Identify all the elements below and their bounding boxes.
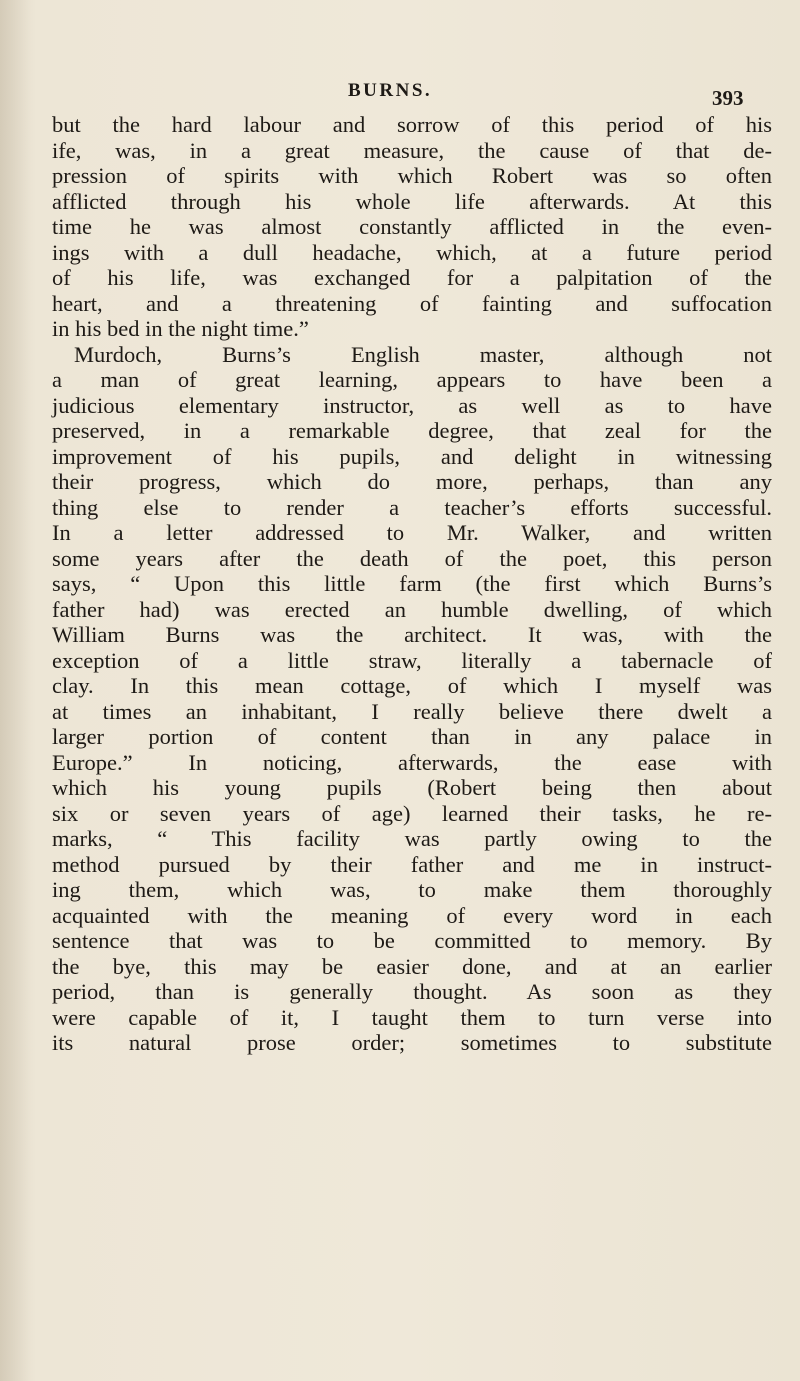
- text-line: improvement of his pupils, and delight in witnessing: [52, 443, 772, 469]
- text-line: but the hard labour and sorrow of this period of his: [52, 112, 772, 137]
- text-line: judicious elementary instructor, as well as to have: [52, 392, 772, 418]
- text-line: exception of a little straw, literally a tabernacle of: [52, 647, 772, 673]
- text-line: In a letter addressed to Mr. Walker, and written: [52, 520, 772, 545]
- body-text: [52, 112, 772, 1056]
- text-line: the bye, this may be easier done, and at an earlier: [52, 953, 772, 979]
- running-head: BURNS.: [348, 80, 433, 101]
- text-line: heart, and a threatening of fainting and suffocation: [52, 290, 772, 316]
- text-line: afflicted through his whole life afterwards. At this: [52, 188, 772, 214]
- text-line: Europe.” In noticing, afterwards, the ease with: [52, 749, 772, 775]
- text-line: says, “ Upon this little farm (the first which Burns’s: [52, 571, 772, 596]
- text-line: at times an inhabitant, I really believe there dwelt a: [52, 698, 772, 724]
- text-line: of his life, was exchanged for a palpitation of the: [52, 265, 772, 290]
- text-line: ife, was, in a great measure, the cause of that de-: [52, 137, 772, 163]
- text-line: six or seven years of age) learned their tasks, he re-: [52, 800, 772, 826]
- text-line: method pursued by their father and me in instruct-: [52, 851, 772, 877]
- text-line: period, than is generally thought. As soon as they: [52, 979, 772, 1004]
- paragraph-first-line: Murdoch, Burns’s English master, although not: [74, 341, 772, 367]
- text-line: ing them, which was, to make them thoroughly: [52, 877, 772, 902]
- gutter-shadow: [0, 0, 36, 1381]
- text-line: sentence that was to be committed to memory. By: [52, 928, 772, 953]
- text-line: thing else to render a teacher’s efforts successful.: [52, 494, 772, 520]
- text-line: in his bed in the night time.”: [52, 316, 309, 341]
- text-line: time he was almost constantly afflicted in the even-: [52, 214, 772, 239]
- text-line: marks, “ This facility was partly owing to the: [52, 826, 772, 851]
- text-line: its natural prose order; sometimes to substitute: [52, 1030, 772, 1055]
- text-line: pression of spirits with which Robert was so often: [52, 163, 772, 188]
- text-line: were capable of it, I taught them to turn verse into: [52, 1004, 772, 1030]
- text-line: which his young pupils (Robert being then about: [52, 775, 772, 800]
- text-line: clay. In this mean cottage, of which I myself was: [52, 673, 772, 698]
- text-line: acquainted with the meaning of every word in each: [52, 902, 772, 928]
- text-line: William Burns was the architect. It was, with the: [52, 622, 772, 647]
- text-line: preserved, in a remarkable degree, that zeal for the: [52, 418, 772, 443]
- text-line: ings with a dull headache, which, at a future period: [52, 239, 772, 265]
- text-line: father had) was erected an humble dwelling, of which: [52, 596, 772, 622]
- text-line: some years after the death of the poet, this person: [52, 545, 772, 571]
- page-number: 393: [712, 86, 744, 110]
- text-line: larger portion of content than in any palace in: [52, 724, 772, 749]
- text-line: their progress, which do more, perhaps, than any: [52, 469, 772, 494]
- text-line: a man of great learning, appears to have been a: [52, 367, 772, 392]
